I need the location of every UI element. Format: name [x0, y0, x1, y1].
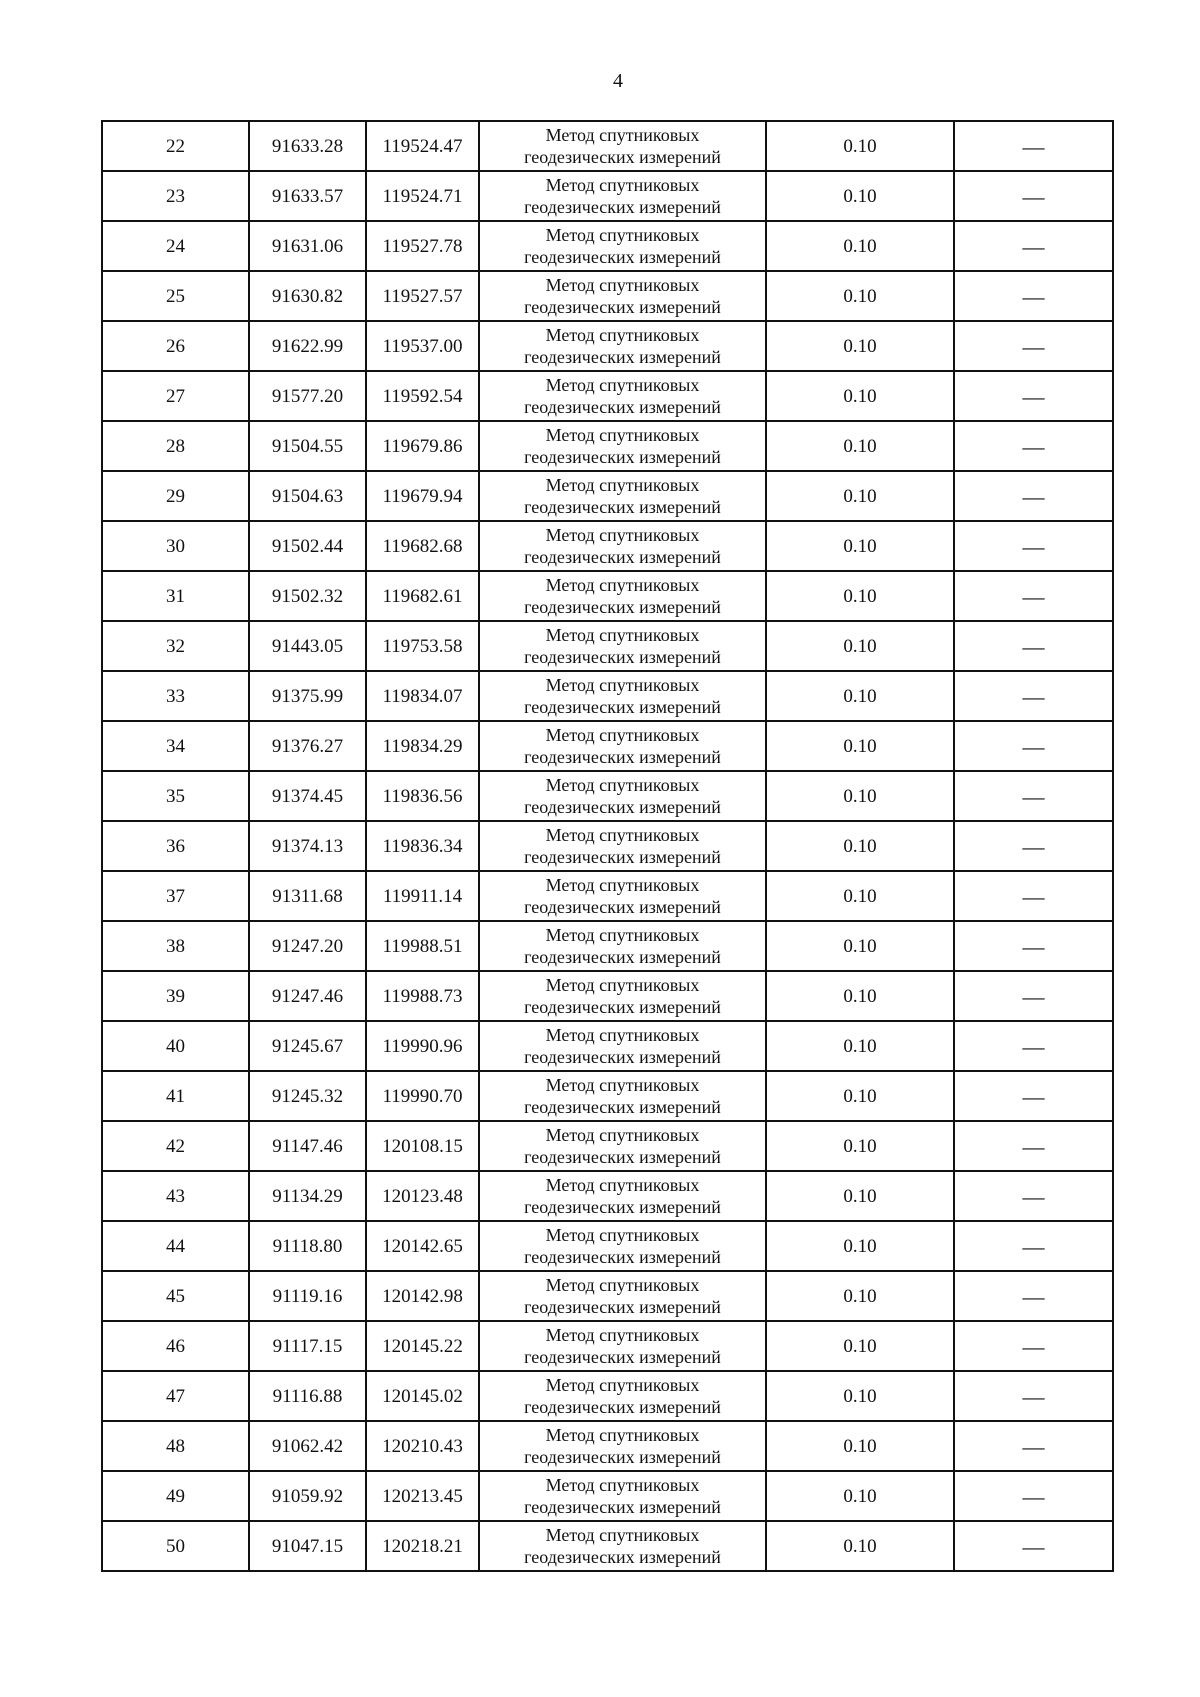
note-cell: — — [954, 921, 1113, 971]
accuracy-cell: 0.10 — [766, 1071, 954, 1121]
method-cell — [479, 971, 766, 1021]
method-line-2: геодезических измерений — [524, 397, 721, 417]
x-coordinate-cell: 91245.32 — [249, 1071, 366, 1121]
note-cell: — — [954, 1471, 1113, 1521]
method-cell — [479, 1021, 766, 1071]
table-row — [102, 1271, 1113, 1321]
method-cell — [479, 271, 766, 321]
method-line-1: Метод спутниковых — [545, 925, 700, 945]
x-coordinate-cell: 91116.88 — [249, 1371, 366, 1421]
method-line-2: геодезических измерений — [524, 347, 721, 367]
point-number-cell: 28 — [102, 421, 249, 471]
table-row — [102, 1221, 1113, 1271]
x-coordinate-cell: 91119.16 — [249, 1271, 366, 1321]
x-coordinate-cell: 91374.13 — [249, 821, 366, 871]
table-row — [102, 671, 1113, 721]
x-coordinate-cell: 91577.20 — [249, 371, 366, 421]
method-line-2: геодезических измерений — [524, 647, 721, 667]
point-number-cell: 22 — [102, 121, 249, 171]
note-cell: — — [954, 121, 1113, 171]
method-cell — [479, 371, 766, 421]
note-cell: — — [954, 1221, 1113, 1271]
method-line-1: Метод спутниковых — [545, 425, 700, 445]
method-line-2: геодезических измерений — [524, 497, 721, 517]
point-number-cell: 45 — [102, 1271, 249, 1321]
point-number-cell: 25 — [102, 271, 249, 321]
method-line-2: геодезических измерений — [524, 747, 721, 767]
x-coordinate-cell: 91630.82 — [249, 271, 366, 321]
x-coordinate-cell: 91062.42 — [249, 1421, 366, 1471]
method-cell — [479, 1171, 766, 1221]
x-coordinate-cell: 91118.80 — [249, 1221, 366, 1271]
point-number-cell: 36 — [102, 821, 249, 871]
y-coordinate-cell: 120213.45 — [366, 1471, 479, 1521]
accuracy-cell: 0.10 — [766, 1321, 954, 1371]
y-coordinate-cell: 119834.29 — [366, 721, 479, 771]
y-coordinate-cell: 119679.86 — [366, 421, 479, 471]
method-cell — [479, 871, 766, 921]
method-line-1: Метод спутниковых — [545, 1425, 700, 1445]
method-cell — [479, 471, 766, 521]
table-row — [102, 1371, 1113, 1421]
method-cell — [479, 1321, 766, 1371]
table-body — [102, 121, 1113, 1571]
note-cell: — — [954, 171, 1113, 221]
point-number-cell: 38 — [102, 921, 249, 971]
point-number-cell: 49 — [102, 1471, 249, 1521]
y-coordinate-cell: 119592.54 — [366, 371, 479, 421]
method-cell — [479, 421, 766, 471]
method-cell — [479, 1221, 766, 1271]
method-cell — [479, 821, 766, 871]
accuracy-cell: 0.10 — [766, 471, 954, 521]
note-cell: — — [954, 521, 1113, 571]
method-line-2: геодезических измерений — [524, 1397, 721, 1417]
method-line-1: Метод спутниковых — [545, 375, 700, 395]
method-line-1: Метод спутниковых — [545, 325, 700, 345]
note-cell: — — [954, 1321, 1113, 1371]
page-number: 4 — [613, 70, 623, 92]
y-coordinate-cell: 120145.02 — [366, 1371, 479, 1421]
table-row — [102, 621, 1113, 671]
y-coordinate-cell: 120142.65 — [366, 1221, 479, 1271]
point-number-cell: 31 — [102, 571, 249, 621]
y-coordinate-cell: 120123.48 — [366, 1171, 479, 1221]
x-coordinate-cell: 91622.99 — [249, 321, 366, 371]
note-cell: — — [954, 1171, 1113, 1221]
note-cell: — — [954, 771, 1113, 821]
x-coordinate-cell: 91633.28 — [249, 121, 366, 171]
table-row — [102, 921, 1113, 971]
y-coordinate-cell: 119988.73 — [366, 971, 479, 1021]
point-number-cell: 50 — [102, 1521, 249, 1571]
x-coordinate-cell: 91504.55 — [249, 421, 366, 471]
accuracy-cell: 0.10 — [766, 821, 954, 871]
table-row — [102, 821, 1113, 871]
y-coordinate-cell: 119537.00 — [366, 321, 479, 371]
accuracy-cell: 0.10 — [766, 221, 954, 271]
method-line-1: Метод спутниковых — [545, 1375, 700, 1395]
x-coordinate-cell: 91502.44 — [249, 521, 366, 571]
y-coordinate-cell: 119834.07 — [366, 671, 479, 721]
note-cell: — — [954, 1371, 1113, 1421]
method-line-2: геодезических измерений — [524, 1247, 721, 1267]
method-line-1: Метод спутниковых — [545, 1075, 700, 1095]
table-row — [102, 1421, 1113, 1471]
accuracy-cell: 0.10 — [766, 1121, 954, 1171]
method-cell — [479, 521, 766, 571]
method-line-2: геодезических измерений — [524, 1497, 721, 1517]
table-row — [102, 771, 1113, 821]
accuracy-cell: 0.10 — [766, 121, 954, 171]
point-number-cell: 24 — [102, 221, 249, 271]
accuracy-cell: 0.10 — [766, 771, 954, 821]
method-cell — [479, 721, 766, 771]
table-row — [102, 321, 1113, 371]
table-row — [102, 1021, 1113, 1071]
method-line-1: Метод спутниковых — [545, 775, 700, 795]
point-number-cell: 26 — [102, 321, 249, 371]
table-row — [102, 1121, 1113, 1171]
y-coordinate-cell: 119679.94 — [366, 471, 479, 521]
table-row — [102, 271, 1113, 321]
x-coordinate-cell: 91247.46 — [249, 971, 366, 1021]
table-row — [102, 971, 1113, 1021]
x-coordinate-cell: 91631.06 — [249, 221, 366, 271]
accuracy-cell: 0.10 — [766, 1171, 954, 1221]
method-line-2: геодезических измерений — [524, 1147, 721, 1167]
x-coordinate-cell: 91147.46 — [249, 1121, 366, 1171]
method-line-1: Метод спутниковых — [545, 1175, 700, 1195]
note-cell: — — [954, 421, 1113, 471]
x-coordinate-cell: 91245.67 — [249, 1021, 366, 1071]
method-line-2: геодезических измерений — [524, 1447, 721, 1467]
point-number-cell: 30 — [102, 521, 249, 571]
accuracy-cell: 0.10 — [766, 521, 954, 571]
method-line-2: геодезических измерений — [524, 147, 721, 167]
y-coordinate-cell: 119682.61 — [366, 571, 479, 621]
y-coordinate-cell: 120210.43 — [366, 1421, 479, 1471]
y-coordinate-cell: 119911.14 — [366, 871, 479, 921]
method-cell — [479, 1121, 766, 1171]
method-cell — [479, 1371, 766, 1421]
table-row — [102, 421, 1113, 471]
note-cell: — — [954, 371, 1113, 421]
method-cell — [479, 1521, 766, 1571]
point-number-cell: 37 — [102, 871, 249, 921]
note-cell: — — [954, 1421, 1113, 1471]
note-cell: — — [954, 971, 1113, 1021]
method-line-1: Метод спутниковых — [545, 1225, 700, 1245]
table-row — [102, 571, 1113, 621]
point-number-cell: 27 — [102, 371, 249, 421]
method-line-1: Метод спутниковых — [545, 825, 700, 845]
method-line-1: Метод спутниковых — [545, 175, 700, 195]
note-cell: — — [954, 671, 1113, 721]
note-cell: — — [954, 1021, 1113, 1071]
method-line-2: геодезических измерений — [524, 197, 721, 217]
x-coordinate-cell: 91117.15 — [249, 1321, 366, 1371]
method-cell — [479, 321, 766, 371]
y-coordinate-cell: 119524.71 — [366, 171, 479, 221]
point-number-cell: 23 — [102, 171, 249, 221]
accuracy-cell: 0.10 — [766, 1021, 954, 1071]
note-cell: — — [954, 821, 1113, 871]
table-row — [102, 1171, 1113, 1221]
method-cell — [479, 571, 766, 621]
method-cell — [479, 1071, 766, 1121]
method-line-1: Метод спутниковых — [545, 1025, 700, 1045]
method-line-1: Метод спутниковых — [545, 675, 700, 695]
point-number-cell: 43 — [102, 1171, 249, 1221]
accuracy-cell: 0.10 — [766, 1271, 954, 1321]
accuracy-cell: 0.10 — [766, 171, 954, 221]
method-cell — [479, 1271, 766, 1321]
accuracy-cell: 0.10 — [766, 1471, 954, 1521]
x-coordinate-cell: 91375.99 — [249, 671, 366, 721]
method-cell — [479, 921, 766, 971]
y-coordinate-cell: 119527.78 — [366, 221, 479, 271]
x-coordinate-cell: 91376.27 — [249, 721, 366, 771]
method-line-2: геодезических измерений — [524, 1197, 721, 1217]
accuracy-cell: 0.10 — [766, 371, 954, 421]
table-row — [102, 471, 1113, 521]
note-cell: — — [954, 1271, 1113, 1321]
method-line-2: геодезических измерений — [524, 247, 721, 267]
method-line-2: геодезических измерений — [524, 547, 721, 567]
accuracy-cell: 0.10 — [766, 871, 954, 921]
method-line-2: геодезических измерений — [524, 1047, 721, 1067]
table-row — [102, 1471, 1113, 1521]
x-coordinate-cell: 91311.68 — [249, 871, 366, 921]
accuracy-cell: 0.10 — [766, 1371, 954, 1421]
table-row — [102, 1321, 1113, 1371]
table-row — [102, 871, 1113, 921]
table-row — [102, 121, 1113, 171]
method-line-2: геодезических измерений — [524, 297, 721, 317]
note-cell: — — [954, 1121, 1113, 1171]
point-number-cell: 40 — [102, 1021, 249, 1071]
table-row — [102, 171, 1113, 221]
method-cell — [479, 221, 766, 271]
point-number-cell: 39 — [102, 971, 249, 1021]
method-cell — [479, 171, 766, 221]
accuracy-cell: 0.10 — [766, 1421, 954, 1471]
method-line-1: Метод спутниковых — [545, 875, 700, 895]
x-coordinate-cell: 91502.32 — [249, 571, 366, 621]
method-line-1: Метод спутниковых — [545, 1475, 700, 1495]
method-line-1: Метод спутниковых — [545, 1325, 700, 1345]
accuracy-cell: 0.10 — [766, 421, 954, 471]
note-cell: — — [954, 721, 1113, 771]
method-cell — [479, 771, 766, 821]
x-coordinate-cell: 91374.45 — [249, 771, 366, 821]
note-cell: — — [954, 1071, 1113, 1121]
accuracy-cell: 0.10 — [766, 671, 954, 721]
method-line-2: геодезических измерений — [524, 597, 721, 617]
y-coordinate-cell: 119988.51 — [366, 921, 479, 971]
table-row — [102, 1521, 1113, 1571]
table-row — [102, 721, 1113, 771]
point-number-cell: 33 — [102, 671, 249, 721]
method-cell — [479, 1421, 766, 1471]
method-cell — [479, 121, 766, 171]
point-number-cell: 42 — [102, 1121, 249, 1171]
point-number-cell: 29 — [102, 471, 249, 521]
y-coordinate-cell: 120108.15 — [366, 1121, 479, 1171]
method-line-1: Метод спутниковых — [545, 725, 700, 745]
accuracy-cell: 0.10 — [766, 921, 954, 971]
method-line-1: Метод спутниковых — [545, 1125, 700, 1145]
note-cell: — — [954, 221, 1113, 271]
y-coordinate-cell: 119753.58 — [366, 621, 479, 671]
method-line-2: геодезических измерений — [524, 947, 721, 967]
method-line-2: геодезических измерений — [524, 1547, 721, 1567]
y-coordinate-cell: 119990.70 — [366, 1071, 479, 1121]
point-number-cell: 48 — [102, 1421, 249, 1471]
point-number-cell: 32 — [102, 621, 249, 671]
y-coordinate-cell: 119990.96 — [366, 1021, 479, 1071]
y-coordinate-cell: 119836.34 — [366, 821, 479, 871]
x-coordinate-cell: 91247.20 — [249, 921, 366, 971]
y-coordinate-cell: 119524.47 — [366, 121, 479, 171]
y-coordinate-cell: 119836.56 — [366, 771, 479, 821]
x-coordinate-cell: 91504.63 — [249, 471, 366, 521]
y-coordinate-cell: 120142.98 — [366, 1271, 479, 1321]
method-line-1: Метод спутниковых — [545, 525, 700, 545]
x-coordinate-cell: 91047.15 — [249, 1521, 366, 1571]
method-cell — [479, 1471, 766, 1521]
point-number-cell: 44 — [102, 1221, 249, 1271]
accuracy-cell: 0.10 — [766, 321, 954, 371]
note-cell: — — [954, 321, 1113, 371]
table-row — [102, 1071, 1113, 1121]
method-line-2: геодезических измерений — [524, 847, 721, 867]
x-coordinate-cell: 91134.29 — [249, 1171, 366, 1221]
accuracy-cell: 0.10 — [766, 971, 954, 1021]
point-number-cell: 34 — [102, 721, 249, 771]
point-number-cell: 35 — [102, 771, 249, 821]
coordinates-table — [101, 120, 1114, 1572]
method-line-2: геодезических измерений — [524, 1347, 721, 1367]
x-coordinate-cell: 91633.57 — [249, 171, 366, 221]
accuracy-cell: 0.10 — [766, 1521, 954, 1571]
point-number-cell: 47 — [102, 1371, 249, 1421]
method-cell — [479, 621, 766, 671]
method-line-1: Метод спутниковых — [545, 275, 700, 295]
method-line-1: Метод спутниковых — [545, 225, 700, 245]
table-row — [102, 521, 1113, 571]
accuracy-cell: 0.10 — [766, 1221, 954, 1271]
method-line-2: геодезических измерений — [524, 447, 721, 467]
method-line-1: Метод спутниковых — [545, 575, 700, 595]
method-line-2: геодезических измерений — [524, 897, 721, 917]
point-number-cell: 46 — [102, 1321, 249, 1371]
accuracy-cell: 0.10 — [766, 271, 954, 321]
method-line-2: геодезических измерений — [524, 1297, 721, 1317]
method-line-1: Метод спутниковых — [545, 1525, 700, 1545]
table-row — [102, 371, 1113, 421]
y-coordinate-cell: 119527.57 — [366, 271, 479, 321]
note-cell: — — [954, 621, 1113, 671]
x-coordinate-cell: 91059.92 — [249, 1471, 366, 1521]
method-line-2: геодезических измерений — [524, 797, 721, 817]
y-coordinate-cell: 119682.68 — [366, 521, 479, 571]
method-line-1: Метод спутниковых — [545, 1275, 700, 1295]
note-cell: — — [954, 271, 1113, 321]
method-line-2: геодезических измерений — [524, 697, 721, 717]
note-cell: — — [954, 871, 1113, 921]
method-line-2: геодезических измерений — [524, 1097, 721, 1117]
x-coordinate-cell: 91443.05 — [249, 621, 366, 671]
method-line-1: Метод спутниковых — [545, 975, 700, 995]
note-cell: — — [954, 471, 1113, 521]
accuracy-cell: 0.10 — [766, 621, 954, 671]
note-cell: — — [954, 571, 1113, 621]
note-cell: — — [954, 1521, 1113, 1571]
y-coordinate-cell: 120218.21 — [366, 1521, 479, 1571]
method-line-1: Метод спутниковых — [545, 625, 700, 645]
accuracy-cell: 0.10 — [766, 571, 954, 621]
method-cell — [479, 671, 766, 721]
point-number-cell: 41 — [102, 1071, 249, 1121]
method-line-1: Метод спутниковых — [545, 125, 700, 145]
method-line-1: Метод спутниковых — [545, 475, 700, 495]
method-line-2: геодезических измерений — [524, 997, 721, 1017]
accuracy-cell: 0.10 — [766, 721, 954, 771]
table-row — [102, 221, 1113, 271]
y-coordinate-cell: 120145.22 — [366, 1321, 479, 1371]
